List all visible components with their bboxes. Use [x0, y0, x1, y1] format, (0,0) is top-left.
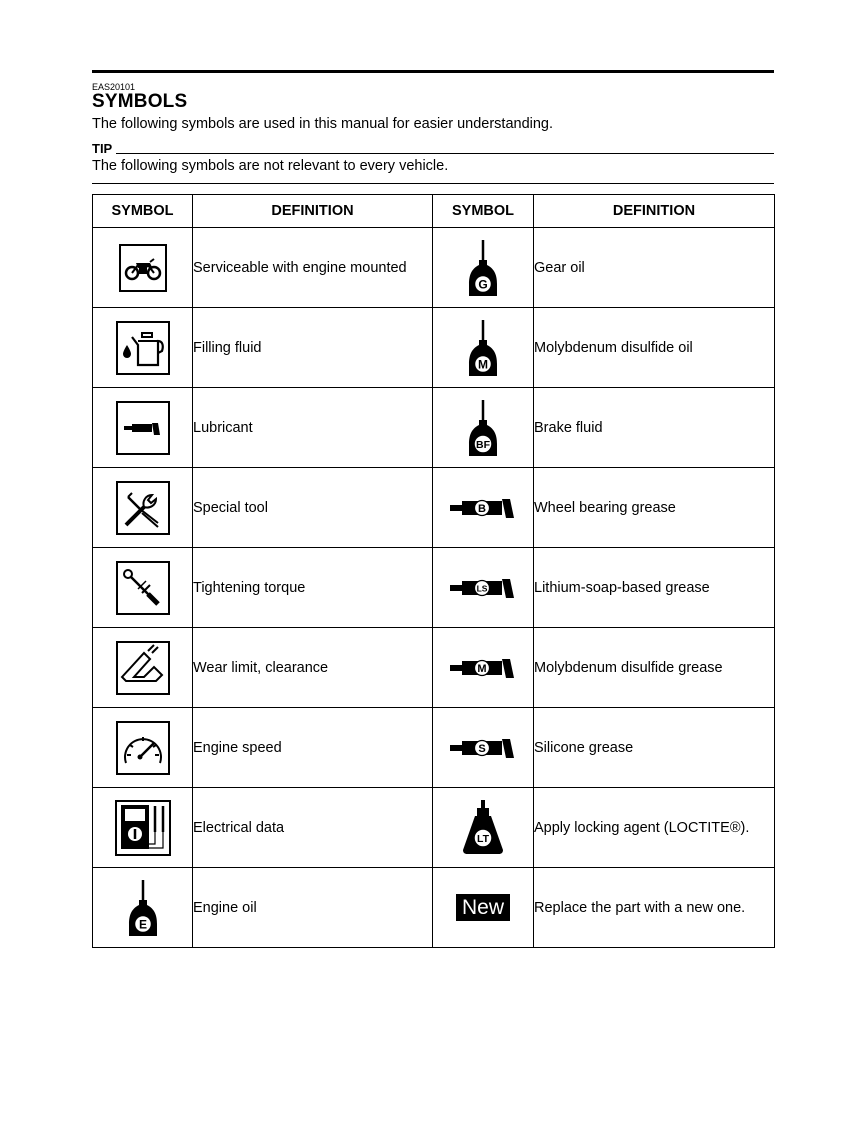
definition-text: Lithium-soap-based grease	[534, 548, 775, 628]
motorcycle-icon	[119, 244, 167, 292]
intro-text: The following symbols are used in this manual for easier understanding.	[92, 116, 554, 132]
symbol-letter: M	[477, 662, 487, 675]
grease-gun-letter-icon	[450, 496, 516, 520]
table-row	[93, 868, 775, 948]
definition-text: Serviceable with engine mounted	[193, 228, 433, 308]
table-header-row	[93, 195, 775, 228]
symbol-letter: LT	[476, 832, 490, 845]
header-symbol: SYMBOL	[93, 195, 193, 228]
new-part-icon: New	[456, 894, 510, 921]
table-row	[93, 548, 775, 628]
table-row	[93, 628, 775, 708]
wrench-pliers-icon	[116, 481, 170, 535]
definition-text: Gear oil	[534, 228, 775, 308]
oil-bottle-icon	[468, 238, 498, 298]
torque-wrench-icon	[116, 561, 170, 615]
symbol-letter: S	[478, 742, 486, 755]
table-row	[93, 388, 775, 468]
tip-text: The following symbols are not relevant to every vehicle.	[92, 158, 449, 174]
tip-divider	[116, 153, 774, 154]
definition-text: Tightening torque	[193, 548, 433, 628]
definition-text: Apply locking agent (LOCTITE®).	[534, 788, 775, 868]
page-title: SYMBOLS	[92, 91, 188, 112]
oil-can-icon	[116, 321, 170, 375]
header-definition: DEFINITION	[193, 195, 433, 228]
locking-agent-icon	[461, 800, 505, 856]
definition-text: Molybdenum disulfide oil	[534, 308, 775, 388]
definition-text: Special tool	[193, 468, 433, 548]
symbol-letter: E	[138, 917, 147, 931]
oil-bottle-icon	[468, 318, 498, 378]
section-code: EAS20101	[92, 82, 136, 92]
symbol-letter: G	[478, 277, 488, 291]
grease-gun-letter-icon	[450, 736, 516, 760]
symbol-letter: M	[478, 357, 488, 371]
definition-text: Electrical data	[193, 788, 433, 868]
table-row	[93, 788, 775, 868]
definition-text: Lubricant	[193, 388, 433, 468]
definition-text: Molybdenum disulfide grease	[534, 628, 775, 708]
symbol-letter: B	[478, 502, 486, 515]
symbol-letter: BF	[476, 438, 490, 451]
definition-text: Engine oil	[193, 868, 433, 948]
header-symbol: SYMBOL	[433, 195, 534, 228]
definition-text: Silicone grease	[534, 708, 775, 788]
symbols-table	[92, 194, 775, 948]
header-definition: DEFINITION	[534, 195, 775, 228]
top-rule	[92, 70, 774, 73]
caliper-icon	[116, 641, 170, 695]
tip-end-divider	[92, 183, 774, 184]
grease-gun-letter-icon	[450, 576, 516, 600]
definition-text: Wear limit, clearance	[193, 628, 433, 708]
oil-bottle-icon	[468, 398, 498, 458]
definition-text: Filling fluid	[193, 308, 433, 388]
table-row	[93, 708, 775, 788]
definition-text: Wheel bearing grease	[534, 468, 775, 548]
grease-gun-icon	[116, 401, 170, 455]
grease-gun-letter-icon	[450, 656, 516, 680]
table-row	[93, 228, 775, 308]
symbol-letter: LS	[476, 583, 488, 593]
definition-text: Replace the part with a new one.	[534, 868, 775, 948]
definition-text: Brake fluid	[534, 388, 775, 468]
oil-bottle-icon	[128, 878, 158, 938]
tachometer-icon	[116, 721, 170, 775]
table-row	[93, 308, 775, 388]
definition-text: Engine speed	[193, 708, 433, 788]
table-row	[93, 468, 775, 548]
multimeter-icon	[115, 800, 171, 856]
tip-label: TIP	[92, 141, 113, 156]
